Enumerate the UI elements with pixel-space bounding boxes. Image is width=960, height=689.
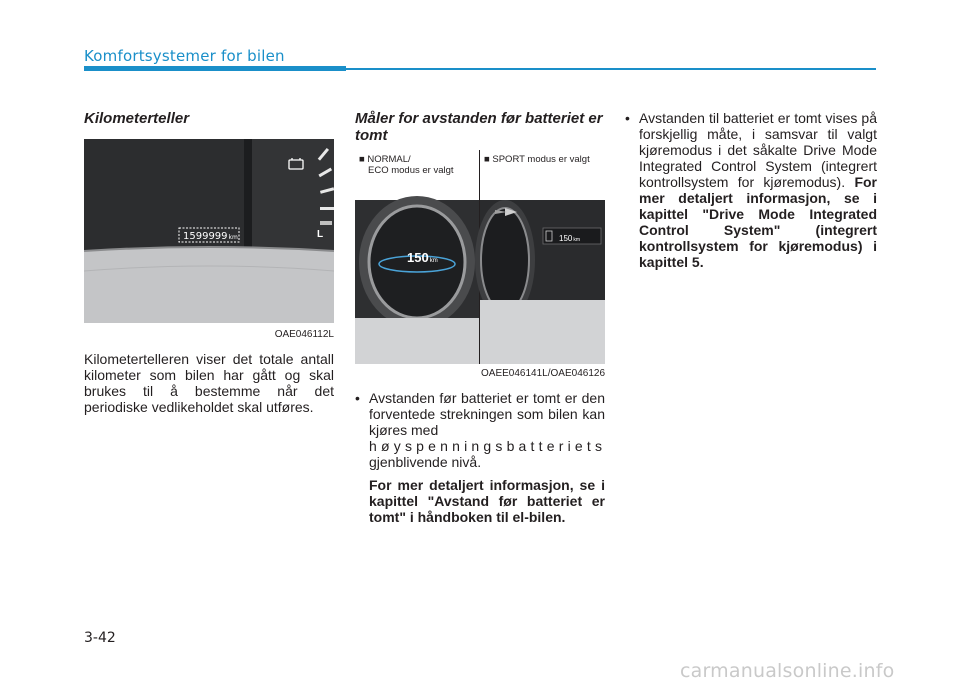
label-normal-line2: ECO modus er valgt [368,165,454,176]
range-readout-right [559,231,580,248]
drive-mode-bullet [625,110,877,270]
range-readout-left [407,250,438,269]
range-unit-right: km [573,237,581,243]
watermark: carmanualsonline.info [680,660,895,682]
range-value-right: 150 [559,234,573,243]
gauge-letter: L [317,229,324,240]
range-heading: Måler for avstanden før batteriet er tomt [355,110,603,144]
range-value-left: 150 [407,250,429,265]
odometer-heading: Kilometerteller [84,110,190,127]
odometer-figure-caption: OAE046112L [274,329,334,340]
label-normal-eco [359,154,454,176]
range-bullet [355,390,605,470]
odometer-figure [84,139,334,323]
odometer-unit: km [228,234,238,241]
range-illustration [355,150,605,364]
range-bullet-text-b: høyspenningsbatteriets [369,438,607,454]
range-figure [355,150,605,364]
bullet-dot: • [355,390,360,406]
page-number: 3-42 [84,630,116,646]
bullet-dot: • [625,110,630,126]
range-note: For mer detaljert informasjon, se i kapittel "Avstand før batteriet er tomt" i håndboken til el-bilen. [369,477,605,525]
section-title: Komfortsystemer for bilen [84,47,285,65]
range-unit-left: km [429,258,438,264]
header-rule-thick [84,66,346,71]
odometer-value: 1599999 [183,231,228,242]
range-bullet-text-a: Avstanden før batteriet er tomt er den forventede strekningen som bilen kan kjøres med [369,390,605,438]
drive-mode-bold: For mer detaljert informasjon, se i kapittel "Drive Mode Integrated Control System" (integrert kontrollsystem for kjøremodus) i kapittel 5. [639,174,877,270]
column-odometer [84,110,334,415]
odometer-body: Kilometertelleren viser det totale antall kilometer som bilen har gått og skal brukes til å bestemme når det periodiske vedlikeholdet skal utføres. [84,351,334,415]
range-bullet-text-c: gjenblivende nivå. [369,454,482,470]
odometer-reading [183,229,238,246]
column-range [355,110,605,525]
label-normal-line1: ■ NORMAL/ [359,154,411,165]
column-drive-mode [625,110,877,270]
header-rule-thin [346,68,876,70]
label-sport: ■ SPORT modus er valgt [484,154,590,165]
range-figure-caption: OAEE046141L/OAE046126 [481,368,605,379]
drive-mode-text: Avstanden til batteriet er tomt vises på forskjellig måte, i samsvar til valgt kjøremodus i det såkalte Drive Mode Integrated Control System (integrert kontrollsystem for kjøremodus). [639,110,877,190]
